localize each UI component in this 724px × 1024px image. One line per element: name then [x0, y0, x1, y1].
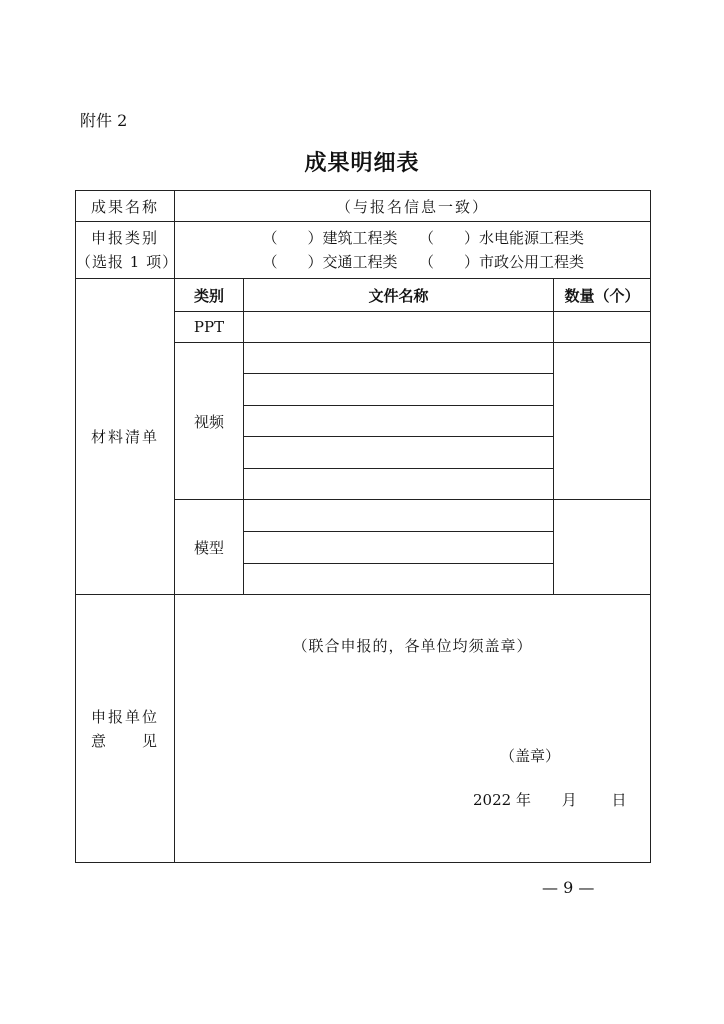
type-video: 视频 — [175, 343, 244, 500]
quantity-cell[interactable] — [554, 500, 651, 595]
file-name-cell[interactable] — [244, 343, 554, 374]
date-month: 月 — [561, 791, 577, 809]
file-name-cell[interactable] — [244, 500, 554, 532]
category-label-cell — [76, 222, 179, 279]
file-name-cell[interactable] — [244, 406, 554, 437]
category-options — [175, 222, 651, 279]
opinion-label-cell — [76, 595, 175, 863]
type-model: 模型 — [175, 500, 244, 595]
option-building-engineering[interactable]: （ ）建筑工程类 — [262, 229, 398, 247]
header-file-name: 文件名称 — [244, 279, 554, 312]
header-type: 类别 — [175, 279, 244, 312]
category-label: 申报类别 — [90, 229, 159, 247]
joint-application-note: （联合申报的，各单位均须盖章） — [292, 637, 533, 655]
file-name-cell[interactable] — [244, 374, 554, 406]
category-options-line — [175, 250, 650, 274]
date-year: 2022 年 — [473, 791, 531, 809]
file-name-cell[interactable] — [244, 469, 554, 500]
type-ppt: PPT — [175, 312, 244, 343]
achievement-name-label: 成果名称 — [76, 191, 175, 222]
file-name-cell[interactable] — [244, 532, 554, 564]
quantity-cell[interactable] — [554, 312, 651, 343]
category-label-note: （选报 1 项） — [76, 253, 179, 271]
materials-label: 材料清单 — [76, 279, 175, 595]
annex-label: 附件 2 — [80, 111, 128, 130]
category-options-line — [175, 226, 650, 250]
opinion-content[interactable] — [175, 595, 651, 863]
page-title: 成果明细表 — [304, 150, 420, 176]
materials-header-row — [76, 279, 651, 312]
date-line — [473, 789, 627, 810]
date-day: 日 — [611, 791, 627, 809]
details-form-table — [75, 190, 651, 863]
file-name-cell[interactable] — [244, 564, 554, 595]
category-row — [76, 222, 651, 279]
file-name-cell[interactable] — [244, 312, 554, 343]
option-transport-engineering[interactable]: （ ）交通工程类 — [262, 253, 398, 271]
achievement-name-value[interactable]: （与报名信息一致） — [175, 191, 651, 222]
file-name-cell[interactable] — [244, 437, 554, 469]
header-quantity: 数量（个） — [554, 279, 651, 312]
seal-placeholder: （盖章） — [500, 747, 561, 765]
opinion-label-suffix: 意 见 — [90, 731, 159, 750]
page-number: — 9 — — [542, 878, 595, 897]
option-municipal-engineering[interactable]: （ ）市政公用工程类 — [419, 253, 585, 271]
achievement-name-row — [76, 191, 651, 222]
opinion-label: 申报单位 — [90, 707, 159, 726]
quantity-cell[interactable] — [554, 343, 651, 500]
opinion-row — [76, 595, 651, 863]
option-hydro-power-engineering[interactable]: （ ）水电能源工程类 — [419, 229, 585, 247]
